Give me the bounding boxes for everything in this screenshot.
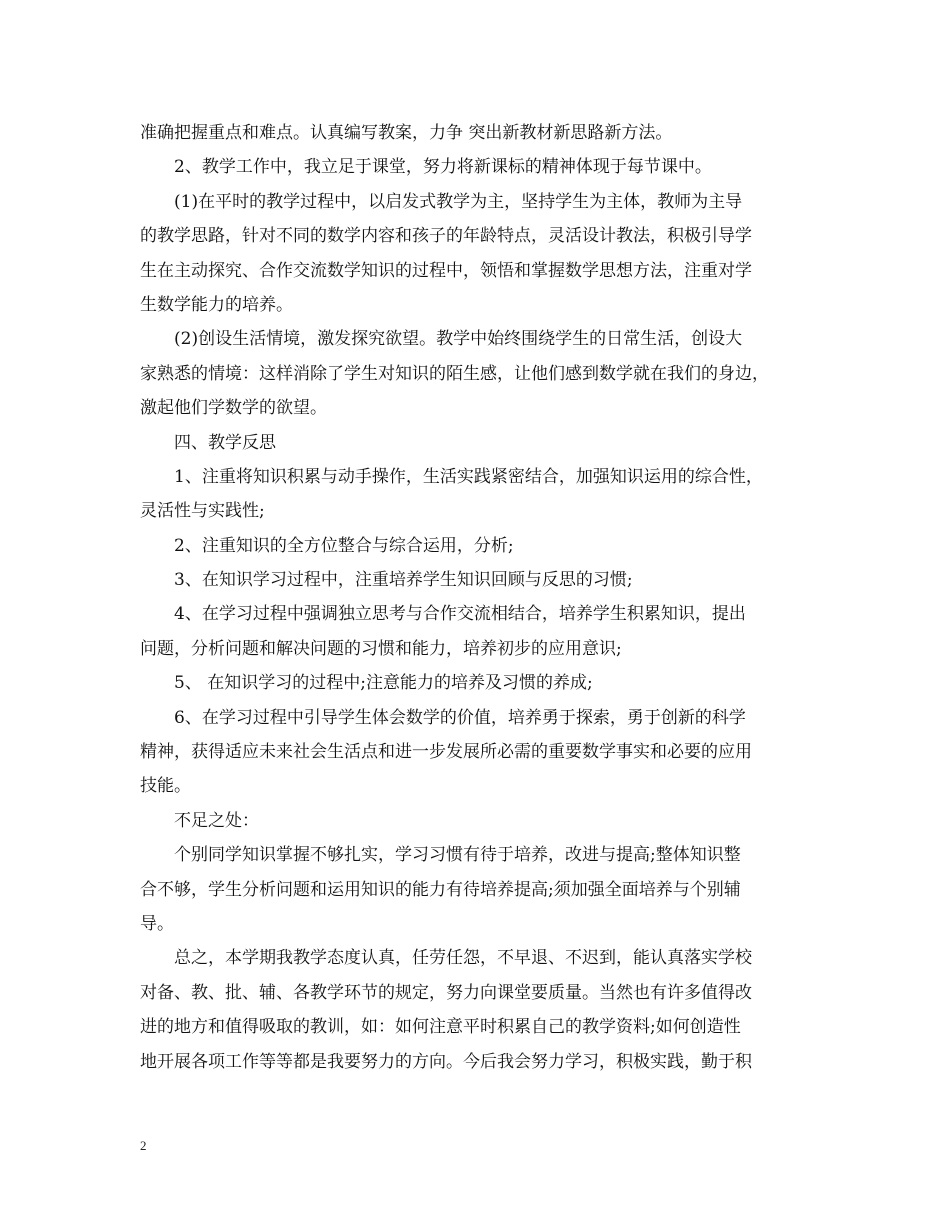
text-line: 地开展各项工作等等都是我要努力的方向。今后我会努力学习，积极实践，勤于积 [140,1051,752,1072]
text-line: 技能。 [140,776,191,797]
text-line: 总之，本学期我教学态度认真，任劳任怨，不早退、不迟到，能认真落实学校 [174,948,752,969]
text-line: 精神，获得适应未来社会生活点和进一步发展所必需的重要数学事实和必要的应用 [140,742,752,763]
page-number: 2 [140,1138,147,1153]
text-line: 3、在知识学习过程中，注重培养学生知识回顾与反思的习惯; [174,570,633,591]
text-line: 生在主动探究、合作交流数学知识的过程中，领悟和掌握数学思想方法，注重对学 [140,260,752,281]
text-line: 6、在学习过程中引导学生体会数学的价值，培养勇于探索，勇于创新的科学 [174,707,746,728]
text-line: 2、教学工作中，我立足于课堂，努力将新课标的精神体现于每节课中。 [174,157,712,178]
text-line: 5、 在知识学习的过程中;注意能力的培养及习惯的养成; [174,673,593,694]
text-line: (2)创设生活情境，激发探究欲望。教学中始终围绕学生的日常生活，创设大 [174,329,743,350]
text-line: 不足之处： [174,810,259,831]
text-line: 进的地方和值得吸取的教训，如：如何注意平时积累自己的教学资料;如何创造性 [140,1017,741,1038]
text-line: 准确把握重点和难点。认真编写教案，力争 突出新教材新思路新方法。 [140,123,673,143]
document-body [140,116,816,1079]
text-line: 导。 [140,913,174,934]
text-line: 问题，分析问题和解决问题的习惯和能力，培养初步的应用意识; [140,638,622,659]
text-line: 2、注重知识的全方位整合与综合运用，分析; [174,535,514,556]
text-line: 1、注重将知识积累与动手操作，生活实践紧密结合，加强知识运用的综合性， [174,466,763,487]
text-line: 激起他们学数学的欲望。 [140,398,327,419]
text-line: 家熟悉的情境：这样消除了学生对知识的陌生感，让他们感到数学就在我们的身边， [140,363,769,384]
text-line: 4、在学习过程中强调独立思考与合作交流相结合，培养学生积累知识，提出 [174,604,746,625]
text-line: 生数学能力的培养。 [140,294,293,315]
text-line: 个别同学知识掌握不够扎实，学习习惯有待于培养，改进与提高;整体知识整 [174,845,741,866]
text-line: 四、教学反思 [174,432,276,453]
text-line: (1)在平时的教学过程中，以启发式教学为主，坚持学生为主体，教师为主导 [174,191,743,212]
text-line: 对备、教、批、辅、各教学环节的规定，努力向课堂要质量。当然也有许多值得改 [140,982,752,1003]
text-line: 的教学思路，针对不同的数学内容和孩子的年龄特点，灵活设计教法，积极引导学 [140,226,752,247]
text-line: 合不够，学生分析问题和运用知识的能力有待培养提高;须加强全面培养与个别辅 [140,879,741,900]
text-line: 灵活性与实践性; [140,501,265,522]
